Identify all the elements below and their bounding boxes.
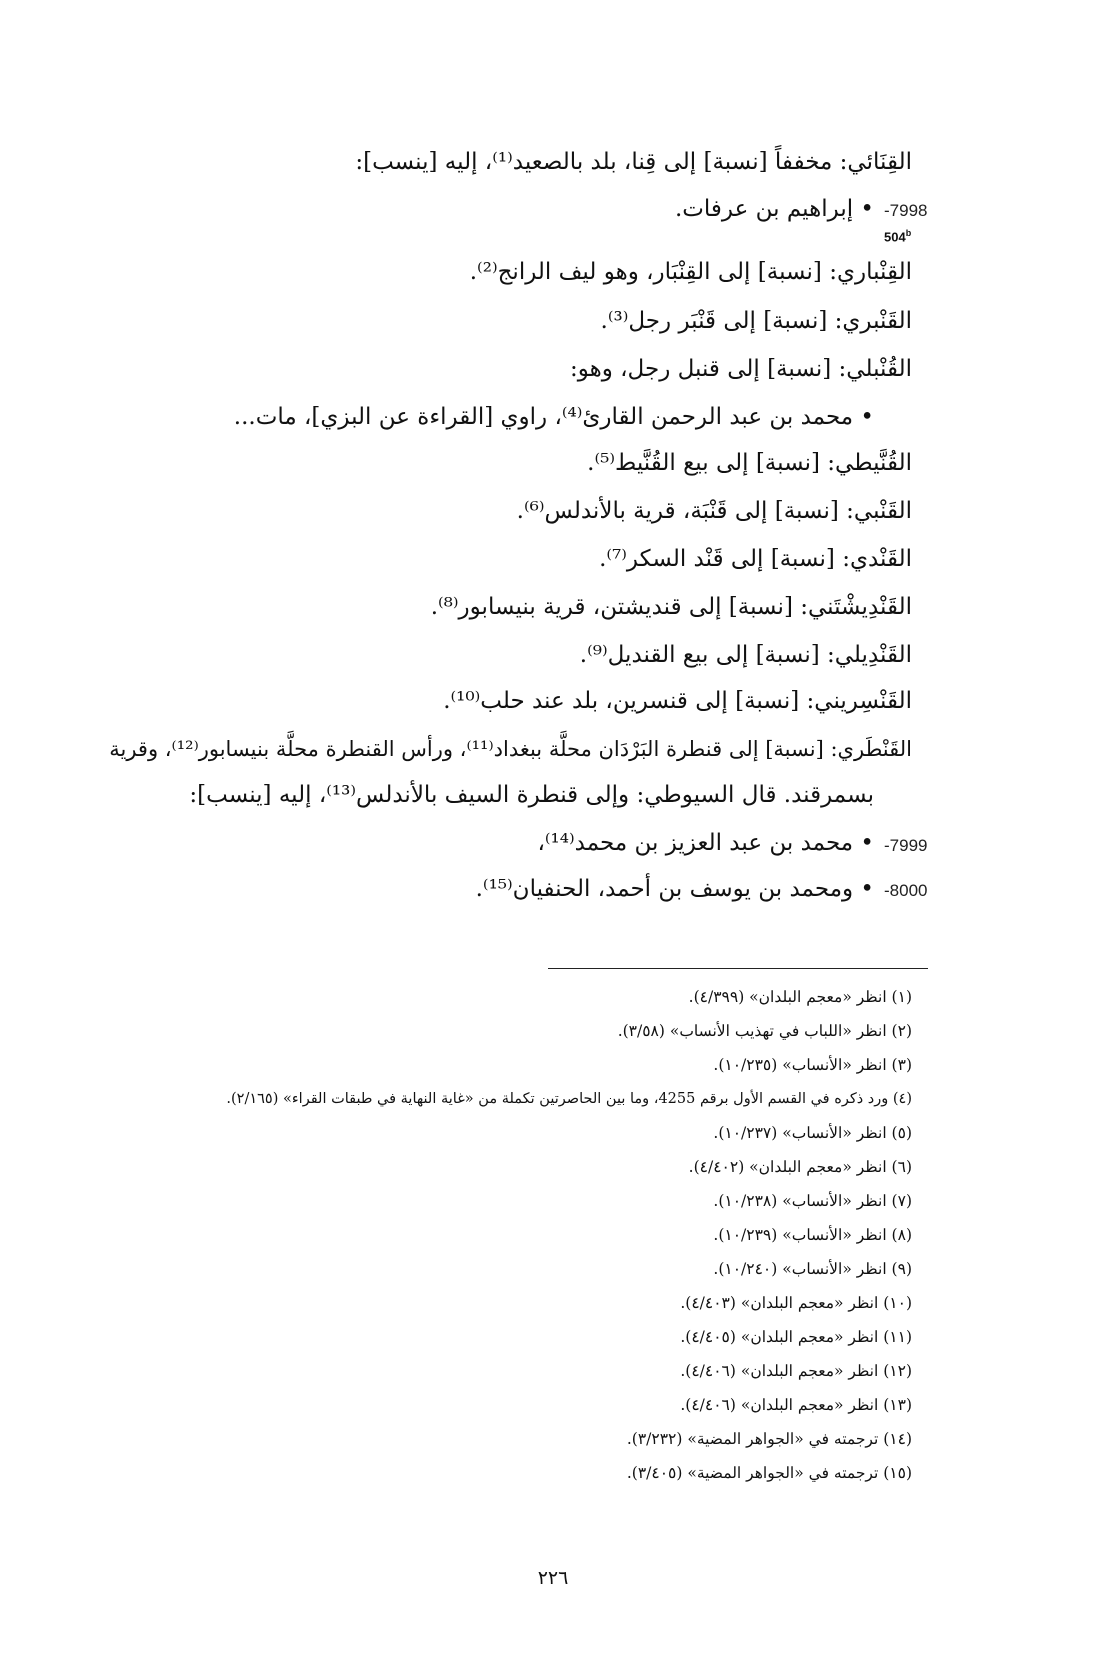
text-line-12: القَنْسِريني: [نسبة] إلى قنسرين، بلد عند حلب⁽¹⁰⁾. (443, 688, 912, 714)
page-number: ٢٢٦ (537, 1567, 569, 1589)
footnote-separator (548, 968, 928, 969)
text-line-11: القَنْدِيلي: [نسبة] إلى بيع القنديل⁽⁹⁾. (579, 642, 912, 668)
footnote-10: (١٠) انظر «معجم البلدان» (٤/٤٠٣). (680, 1294, 912, 1312)
text-line-5: القُنْبلي: [نسبة] إلى قنبل رجل، وهو: (569, 356, 912, 382)
text-line-16: • ومحمد بن يوسف بن أحمد، الحنفيان⁽¹⁵⁾. (475, 876, 874, 902)
text-line-14: بسمرقند. قال السيوطي: وإلى قنطرة السيف بالأندلس⁽¹³⁾، إليه [ينسب]: (189, 782, 874, 808)
footnote-1: (١) انظر «معجم البلدان» (٤/٣٩٩). (688, 988, 912, 1006)
footnote-12: (١٢) انظر «معجم البلدان» (٤/٤٠٦). (680, 1362, 912, 1380)
footnote-4: (٤) ورد ذكره في القسم الأول برقم 4255، وما بين الحاصرتين تكملة من «غاية النهاية في طبقات القراء» (٢/١٦٥). (226, 1091, 912, 1107)
text-line-13: القَنْطَري: [نسبة] إلى قنطرة البَرْدَان محلَّة ببغداد⁽¹¹⁾، ورأس القنطرة محلَّة بنيسابور⁽¹²⁾، وقرية (109, 737, 912, 761)
footnote-11: (١١) انظر «معجم البلدان» (٤/٤٠٥). (680, 1328, 912, 1346)
text-line-7: القُنَّيطي: [نسبة] إلى بيع القُنَّيط⁽⁵⁾. (587, 450, 912, 476)
entry-number-7999: -7999 (884, 836, 928, 855)
footnote-15: (١٥) ترجمته في «الجواهر المضية» (٣/٤٠٥). (626, 1464, 912, 1482)
text-line-10: القَنْدِيشْتَني: [نسبة] إلى قنديشتن، قرية بنيسابور⁽⁸⁾. (430, 594, 912, 620)
text-line-9: القَنْدي: [نسبة] إلى قَنْد السكر⁽⁷⁾. (599, 546, 912, 572)
footnote-2: (٢) انظر «اللباب في تهذيب الأنساب» (٣/٥٨). (617, 1022, 912, 1040)
footnote-14: (١٤) ترجمته في «الجواهر المضية» (٣/٢٣٢). (626, 1430, 912, 1448)
text-line-8: القَنْبي: [نسبة] إلى قَنْبَة، قرية بالأندلس⁽⁶⁾. (516, 498, 912, 524)
footnote-13: (١٣) انظر «معجم البلدان» (٤/٤٠٦). (680, 1396, 912, 1414)
text-line-4: القَنْبري: [نسبة] إلى قَنْبَر رجل⁽³⁾. (600, 308, 912, 334)
entry-number-7998: -7998 (884, 201, 928, 220)
text-line-3: القِنْباري: [نسبة] إلى القِنْبَار، وهو ليف الرانج⁽²⁾. (469, 259, 912, 285)
footnote-9: (٩) انظر «الأنساب» (١٠/٢٤٠). (713, 1260, 912, 1278)
text-line-2: • إبراهيم بن عرفات. (674, 196, 874, 222)
entry-number-8000: -8000 (884, 881, 928, 900)
text-line-15: • محمد بن عبد العزيز بن محمد⁽¹⁴⁾، (537, 830, 874, 856)
footnote-8: (٨) انظر «الأنساب» (١٠/٢٣٩). (713, 1226, 912, 1244)
folio-marker: 504$^b$ (884, 228, 912, 245)
text-line-6: • محمد بن عبد الرحمن القارئ⁽⁴⁾، راوي [القراءة عن البزي]، مات... (233, 404, 874, 430)
footnote-5: (٥) انظر «الأنساب» (١٠/٢٣٧). (713, 1124, 912, 1142)
text-line-1: القِنَائي: مخففاً [نسبة] إلى قِنا، بلد بالصعيد⁽¹⁾، إليه [ينسب]: (355, 149, 912, 175)
footnote-3: (٣) انظر «الأنساب» (١٠/٢٣٥). (713, 1056, 912, 1074)
footnote-6: (٦) انظر «معجم البلدان» (٤/٤٠٢). (688, 1158, 912, 1176)
footnote-7: (٧) انظر «الأنساب» (١٠/٢٣٨). (713, 1192, 912, 1210)
